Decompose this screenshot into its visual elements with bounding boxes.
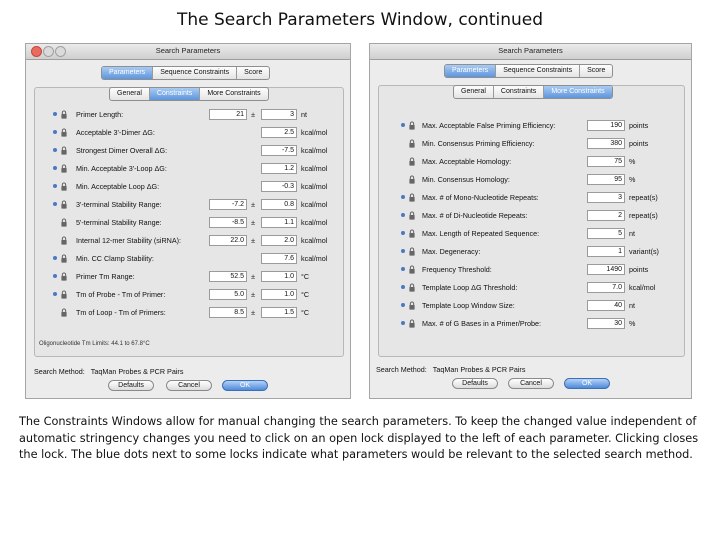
relevance-dot bbox=[401, 213, 405, 217]
left-search-parameters-window bbox=[25, 43, 351, 399]
parameter-row bbox=[53, 163, 343, 175]
parameter-unit: points bbox=[629, 121, 649, 130]
parameter-row bbox=[401, 156, 681, 168]
lock-icon[interactable] bbox=[409, 229, 415, 238]
parameter-unit: kcal/mol bbox=[301, 254, 328, 263]
parameter-tolerance-field[interactable]: 2.0 bbox=[261, 235, 297, 246]
parameter-unit: nt bbox=[301, 110, 307, 119]
relevance-dot bbox=[53, 166, 57, 170]
lock-icon[interactable] bbox=[61, 182, 67, 191]
parameter-value-field[interactable]: 22.0 bbox=[209, 235, 247, 246]
tab-more-constraints[interactable]: More Constraints bbox=[207, 90, 261, 97]
parameter-row bbox=[401, 264, 681, 276]
lock-icon[interactable] bbox=[61, 308, 67, 317]
parameter-tolerance-field[interactable]: -0.3 bbox=[261, 181, 297, 192]
relevance-dot bbox=[53, 112, 57, 116]
parameter-unit: °C bbox=[301, 290, 310, 299]
parameter-unit: repeat(s) bbox=[629, 211, 658, 220]
lock-icon[interactable] bbox=[61, 146, 67, 155]
parameter-unit: variant(s) bbox=[629, 247, 659, 256]
parameter-row bbox=[401, 318, 681, 330]
parameter-label: Max. Length of Repeated Sequence: bbox=[422, 229, 540, 238]
parameter-label: Min. Acceptable 3'-Loop ΔG: bbox=[76, 164, 167, 173]
relevance-dot bbox=[401, 303, 405, 307]
parameter-label: Min. CC Clamp Stability: bbox=[76, 254, 154, 263]
relevance-dot bbox=[53, 130, 57, 134]
lock-icon[interactable] bbox=[61, 110, 67, 119]
parameter-tolerance-field[interactable]: 1.2 bbox=[261, 163, 297, 174]
parameter-row bbox=[401, 192, 681, 204]
parameter-value-field[interactable]: 1490 bbox=[587, 264, 625, 275]
search-method-value: TaqMan Probes & PCR Pairs bbox=[432, 365, 526, 374]
lock-icon[interactable] bbox=[409, 301, 415, 310]
parameter-value-field[interactable]: 3 bbox=[587, 192, 625, 203]
search-method-label: Search Method: bbox=[34, 367, 85, 376]
parameter-tolerance-field[interactable]: 7.6 bbox=[261, 253, 297, 264]
parameter-label: Primer Tm Range: bbox=[76, 272, 135, 281]
relevance-dot bbox=[401, 231, 405, 235]
lock-icon[interactable] bbox=[409, 157, 415, 166]
more-constraints-panel bbox=[378, 85, 685, 357]
parameter-value-field[interactable]: -7.2 bbox=[209, 199, 247, 210]
parameter-unit: points bbox=[629, 265, 649, 274]
parameter-row bbox=[53, 253, 343, 265]
tm-limits-footnote: Oligonucleotide Tm Limits: 44.1 to 67.8°C bbox=[39, 341, 150, 347]
parameter-label: Max. # of G Bases in a Primer/Probe: bbox=[422, 319, 542, 328]
defaults-button[interactable]: Defaults bbox=[452, 378, 498, 389]
sub-tab-bar bbox=[109, 87, 269, 101]
parameter-tolerance-field[interactable]: 1.0 bbox=[261, 271, 297, 282]
parameter-value-field[interactable]: 5.0 bbox=[209, 289, 247, 300]
parameter-label: Max. # of Mono-Nucleotide Repeats: bbox=[422, 193, 539, 202]
parameter-unit: repeat(s) bbox=[629, 193, 658, 202]
parameter-row bbox=[401, 120, 681, 132]
parameter-tolerance-field[interactable]: -7.5 bbox=[261, 145, 297, 156]
parameter-value-field[interactable]: 8.5 bbox=[209, 307, 247, 318]
right-window-titlebar[interactable] bbox=[370, 44, 691, 60]
lock-icon[interactable] bbox=[61, 290, 67, 299]
main-tab-bar bbox=[101, 66, 270, 80]
lock-icon[interactable] bbox=[409, 283, 415, 292]
parameter-value-field[interactable]: 75 bbox=[587, 156, 625, 167]
parameter-unit: nt bbox=[629, 301, 635, 310]
slide-caption: The Constraints Windows allow for manual changing the search parameters. To keep the changed value independent of automatic stringency changes you need to click on an open lock displayed to the left of each parameter. Clicking closes the lock. The blue dots next to some locks indicate what parameters would be relevant to the selected search method. bbox=[19, 415, 699, 461]
parameter-row bbox=[401, 228, 681, 240]
parameter-value-field[interactable]: 5 bbox=[587, 228, 625, 239]
relevance-dot bbox=[401, 249, 405, 253]
lock-icon[interactable] bbox=[61, 200, 67, 209]
parameter-value-field[interactable]: 7.0 bbox=[587, 282, 625, 293]
parameter-label: Tm of Probe - Tm of Primer: bbox=[76, 290, 166, 299]
parameter-value-field[interactable]: 95 bbox=[587, 174, 625, 185]
parameter-row bbox=[53, 289, 343, 301]
relevance-dot bbox=[53, 274, 57, 278]
relevance-dot bbox=[53, 202, 57, 206]
parameter-value-field[interactable]: 190 bbox=[587, 120, 625, 131]
parameter-row bbox=[53, 127, 343, 139]
parameter-label: 3'-terminal Stability Range: bbox=[76, 200, 162, 209]
ok-button[interactable]: OK bbox=[564, 378, 610, 389]
sub-tab-bar bbox=[453, 85, 613, 99]
parameter-row bbox=[401, 246, 681, 258]
parameter-label: Max. Degeneracy: bbox=[422, 247, 481, 256]
parameter-row bbox=[53, 271, 343, 283]
parameter-value-field[interactable]: 380 bbox=[587, 138, 625, 149]
parameter-tolerance-field[interactable]: 1.5 bbox=[261, 307, 297, 318]
relevance-dot bbox=[401, 285, 405, 289]
parameter-label: 5'-terminal Stability Range: bbox=[76, 218, 162, 227]
lock-icon[interactable] bbox=[61, 236, 67, 245]
parameter-value-field[interactable]: 21 bbox=[209, 109, 247, 120]
parameter-unit: kcal/mol bbox=[301, 146, 328, 155]
relevance-dot bbox=[401, 321, 405, 325]
tab-general[interactable]: General bbox=[454, 86, 494, 98]
cancel-button[interactable]: Cancel bbox=[166, 380, 212, 391]
tab-sequence-constraints[interactable]: Sequence Constraints bbox=[153, 67, 237, 79]
lock-icon[interactable] bbox=[61, 272, 67, 281]
parameter-label: Primer Length: bbox=[76, 110, 124, 119]
relevance-dot bbox=[401, 195, 405, 199]
lock-icon[interactable] bbox=[409, 175, 415, 184]
parameter-unit: kcal/mol bbox=[301, 236, 328, 245]
parameter-row bbox=[53, 235, 343, 247]
parameter-unit: kcal/mol bbox=[301, 218, 328, 227]
parameter-unit: kcal/mol bbox=[629, 283, 656, 292]
parameter-label: Max. Acceptable Homology: bbox=[422, 157, 512, 166]
parameter-row bbox=[53, 217, 343, 229]
parameter-unit: points bbox=[629, 139, 649, 148]
parameter-label: Max. Acceptable False Priming Efficiency: bbox=[422, 121, 556, 130]
parameter-row bbox=[53, 307, 343, 319]
parameter-unit: kcal/mol bbox=[301, 182, 328, 191]
parameter-unit: °C bbox=[301, 308, 310, 317]
plus-minus-sign: ± bbox=[251, 218, 256, 227]
parameter-row bbox=[401, 300, 681, 312]
left-window-titlebar[interactable] bbox=[26, 44, 350, 60]
relevance-dot bbox=[401, 267, 405, 271]
parameter-value-field[interactable]: 1 bbox=[587, 246, 625, 257]
tab-constraints[interactable]: Constraints bbox=[494, 86, 544, 98]
tab-more-constraints[interactable]: More Constraints bbox=[544, 86, 611, 98]
parameter-unit: kcal/mol bbox=[301, 200, 328, 209]
parameter-tolerance-field[interactable]: 1.1 bbox=[261, 217, 297, 228]
search-method bbox=[34, 367, 183, 376]
parameter-row bbox=[53, 199, 343, 211]
parameter-unit: % bbox=[629, 157, 636, 166]
parameter-label: Max. # of Di-Nucleotide Repeats: bbox=[422, 211, 528, 220]
relevance-dot bbox=[53, 148, 57, 152]
tab-sequence-constraints[interactable]: Sequence Constraints bbox=[496, 65, 580, 77]
constraints-panel bbox=[34, 87, 344, 357]
parameter-row bbox=[53, 109, 343, 121]
parameter-label: Template Loop Window Size: bbox=[422, 301, 515, 310]
plus-minus-sign: ± bbox=[251, 308, 256, 317]
parameter-label: Min. Acceptable Loop ΔG: bbox=[76, 182, 160, 191]
parameter-value-field[interactable]: 30 bbox=[587, 318, 625, 329]
parameter-label: Tm of Loop - Tm of Primers: bbox=[76, 308, 166, 317]
parameter-label: Strongest Dimer Overall ΔG: bbox=[76, 146, 168, 155]
parameter-value-field[interactable]: 52.5 bbox=[209, 271, 247, 282]
parameter-tolerance-field[interactable]: 0.8 bbox=[261, 199, 297, 210]
parameter-unit: % bbox=[629, 175, 636, 184]
parameter-row bbox=[401, 174, 681, 186]
window-title: Search Parameters bbox=[498, 46, 563, 55]
parameter-unit: % bbox=[629, 319, 636, 328]
parameter-value-field[interactable]: 40 bbox=[587, 300, 625, 311]
search-method bbox=[376, 365, 525, 374]
parameter-row bbox=[401, 210, 681, 222]
parameter-label: Min. Consensus Homology: bbox=[422, 175, 510, 184]
cancel-button[interactable]: Cancel bbox=[508, 378, 554, 389]
parameter-unit: kcal/mol bbox=[301, 128, 328, 137]
parameter-label: Frequency Threshold: bbox=[422, 265, 492, 274]
parameter-unit: nt bbox=[629, 229, 635, 238]
main-tab-bar bbox=[444, 64, 613, 78]
tab-score[interactable]: Score bbox=[587, 67, 606, 74]
plus-minus-sign: ± bbox=[251, 200, 256, 209]
window-title: Search Parameters bbox=[155, 46, 221, 55]
relevance-dot bbox=[401, 123, 405, 127]
parameter-label: Internal 12-mer Stability (siRNA): bbox=[76, 236, 182, 245]
search-method-value: TaqMan Probes & PCR Pairs bbox=[90, 367, 184, 376]
parameter-value-field[interactable]: -8.5 bbox=[209, 217, 247, 228]
lock-icon[interactable] bbox=[409, 139, 415, 148]
tab-score[interactable]: Score bbox=[244, 69, 263, 76]
plus-minus-sign: ± bbox=[251, 236, 256, 245]
ok-button[interactable]: OK bbox=[222, 380, 268, 391]
tab-parameters[interactable]: Parameters bbox=[445, 65, 496, 77]
tab-parameters[interactable]: Parameters bbox=[102, 67, 153, 79]
relevance-dot bbox=[53, 184, 57, 188]
parameter-row bbox=[401, 138, 681, 150]
parameter-unit: °C bbox=[301, 272, 310, 281]
lock-icon[interactable] bbox=[61, 218, 67, 227]
parameter-tolerance-field[interactable]: 3 bbox=[261, 109, 297, 120]
lock-icon[interactable] bbox=[61, 164, 67, 173]
lock-icon[interactable] bbox=[61, 128, 67, 137]
search-method-label: Search Method: bbox=[376, 365, 427, 374]
plus-minus-sign: ± bbox=[251, 272, 256, 281]
lock-icon[interactable] bbox=[409, 193, 415, 202]
lock-icon[interactable] bbox=[409, 247, 415, 256]
lock-icon[interactable] bbox=[61, 254, 67, 263]
lock-icon[interactable] bbox=[409, 121, 415, 130]
parameter-tolerance-field[interactable]: 2.5 bbox=[261, 127, 297, 138]
relevance-dot bbox=[53, 256, 57, 260]
parameter-row bbox=[53, 145, 343, 157]
lock-icon[interactable] bbox=[409, 319, 415, 328]
plus-minus-sign: ± bbox=[251, 290, 256, 299]
defaults-button[interactable]: Defaults bbox=[108, 380, 154, 391]
relevance-dot bbox=[53, 292, 57, 296]
parameter-row bbox=[53, 181, 343, 193]
tab-general[interactable]: General bbox=[110, 88, 150, 100]
right-search-parameters-window bbox=[369, 43, 692, 399]
parameter-label: Acceptable 3'-Dimer ΔG: bbox=[76, 128, 155, 137]
parameter-row bbox=[401, 282, 681, 294]
plus-minus-sign: ± bbox=[251, 110, 256, 119]
parameter-value-field[interactable]: 2 bbox=[587, 210, 625, 221]
lock-icon[interactable] bbox=[409, 265, 415, 274]
tab-constraints[interactable]: Constraints bbox=[150, 88, 200, 100]
parameter-unit: kcal/mol bbox=[301, 164, 328, 173]
parameter-tolerance-field[interactable]: 1.0 bbox=[261, 289, 297, 300]
parameter-label: Template Loop ΔG Threshold: bbox=[422, 283, 518, 292]
slide-title: The Search Parameters Window, continued bbox=[176, 10, 544, 30]
lock-icon[interactable] bbox=[409, 211, 415, 220]
parameter-label: Min. Consensus Priming Efficiency: bbox=[422, 139, 535, 148]
